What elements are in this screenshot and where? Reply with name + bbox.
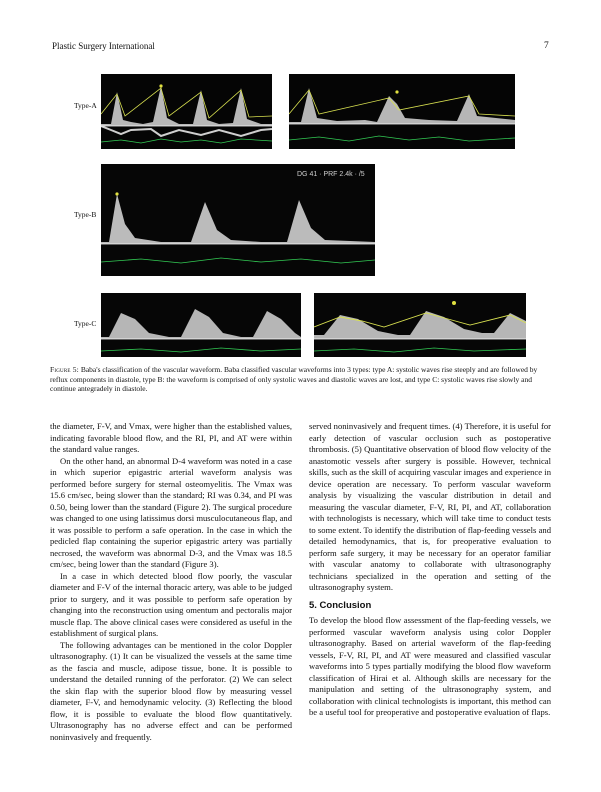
- waveform-panel-c2: [314, 293, 526, 357]
- right-column: [309, 421, 551, 719]
- waveform-panel-c1: [101, 293, 301, 357]
- right-paragraph-2: To develop the blood flow assessment of the flap-feeding vessels, we performed vascular waveform analysis using color Doppler ultrasonography. Based on arterial waveform of the flap-feeding vessels, F-V, RI, PI, and AT were measured and classified vascular waveforms into 5 types partially modifying the blood flow waveform classification of Hirai et al. Although skills are necessary for the manipulation and setting of the ultrasonography system, and collaboration with clinical technologists is important, this method can be a useful tool for preoperative and postoperative evaluation of flaps.: [309, 615, 551, 717]
- type-b-label: Type-B: [74, 210, 97, 219]
- waveform-panel-a2: [289, 74, 515, 149]
- monitor-readout: DG 41 · PRF 2.4k · /5: [297, 171, 365, 178]
- journal-title: Plastic Surgery International: [52, 41, 155, 51]
- waveform-panel-b: [101, 164, 375, 276]
- section-heading-conclusion: 5. Conclusion: [309, 599, 372, 611]
- left-paragraph-4: The following advantages can be mentioned in the color Doppler ultrasonography. (1) It can be visualized the vessels at the same time as the fascia and muscle, adipose tissue, bone. It is possible to understand the detailed running of the perforator. (2) We can select the skin flap with the superior blood flow by measuring vessel diameter, F-V, and hemodynamic velocity. (3) Reflecting the blood flow, it is possible to evaluate the blood flow quantitatively. Ultrasonography has no adverse effect and can be performed noninvasively and frequently.: [50, 639, 292, 742]
- figure-caption: [50, 365, 551, 394]
- left-paragraph-1: the diameter, F-V, and Vmax, were higher than the established values, indicating favorable blood flow, and the RI, PI, and AT were within the standard value ranges.: [50, 421, 292, 454]
- type-c-label: Type-C: [74, 319, 97, 328]
- left-paragraph-2: On the other hand, an abnormal D-4 waveform was noted in a case in which superior epigastric arterial waveform analysis was performed before surgery for sternal osteomyelitis. The Vmax was 15.6 cm/sec, being slower than the standard; RI was 0.34, and PI was 0.50, being lower than the standard (Figure 2). The surgical procedure was changed to one using latissimus dorsi musculocutaneous flap, and it was possible to perform a safe operation. In the case in which the pedicled flap containing the superior epigastric artery was partially necrosed, the waveform was abnormal D-3, and the Vmax was 18.5 cm/sec, being lower than the standard (Figure 3).: [50, 455, 293, 569]
- left-column: [50, 421, 292, 743]
- right-paragraph-1: served noninvasively and frequent times. (4) Therefore, it is useful for early detection of vascular occlusion such as postoperative thrombosis. (5) Quantitative observation of blood flow velocity of the anastomotic vessels after surgery is possible. However, technical skills, such as the skill of acquiring vascular images and experience in device operation are necessary. To perform vascular waveform analysis by visualizing the vascular distribution in detail and measuring the vascular diameter, F-V, RI, PI, and AT, collaboration with technologists is necessary, which will take time to conduct tests to some extent. To identify the distribution of flap-feeding vessels and detailed hemodynamics, that is, for preoperative evaluation to perform safe surgery, it may be necessary for an operator familiar with vascular anatomy to collaborate with ultrasonography technicians specialized in the operation and setting of the ultrasonography system.: [309, 421, 551, 592]
- left-paragraph-3: In a case in which detected blood flow poorly, the vascular diameter and F-V of the internal thoracic artery, was able to be judged prior to surgery, and it was possible to perform safe operation by changing into the reconstruction using omentum and pectoralis major muscle flap. The above clinical cases were considered as useful in the establishment of surgical plans.: [50, 570, 292, 638]
- waveform-panel-a1: [101, 74, 272, 149]
- page-number: 7: [544, 41, 549, 51]
- caption-lead: Figure 5:: [50, 365, 79, 374]
- type-a-label: Type-A: [74, 101, 97, 110]
- caption-text: Baba's classification of the vascular waveform. Baba classified vascular waveforms into 3 types: type A: systolic waves rise steeply and are followed by reflux components in diastole, type B: the waveform is comprised of only systolic waves and diastolic waves are lost, and type C: systolic waves rise slowly and continue antegradely in diastole.: [50, 365, 538, 393]
